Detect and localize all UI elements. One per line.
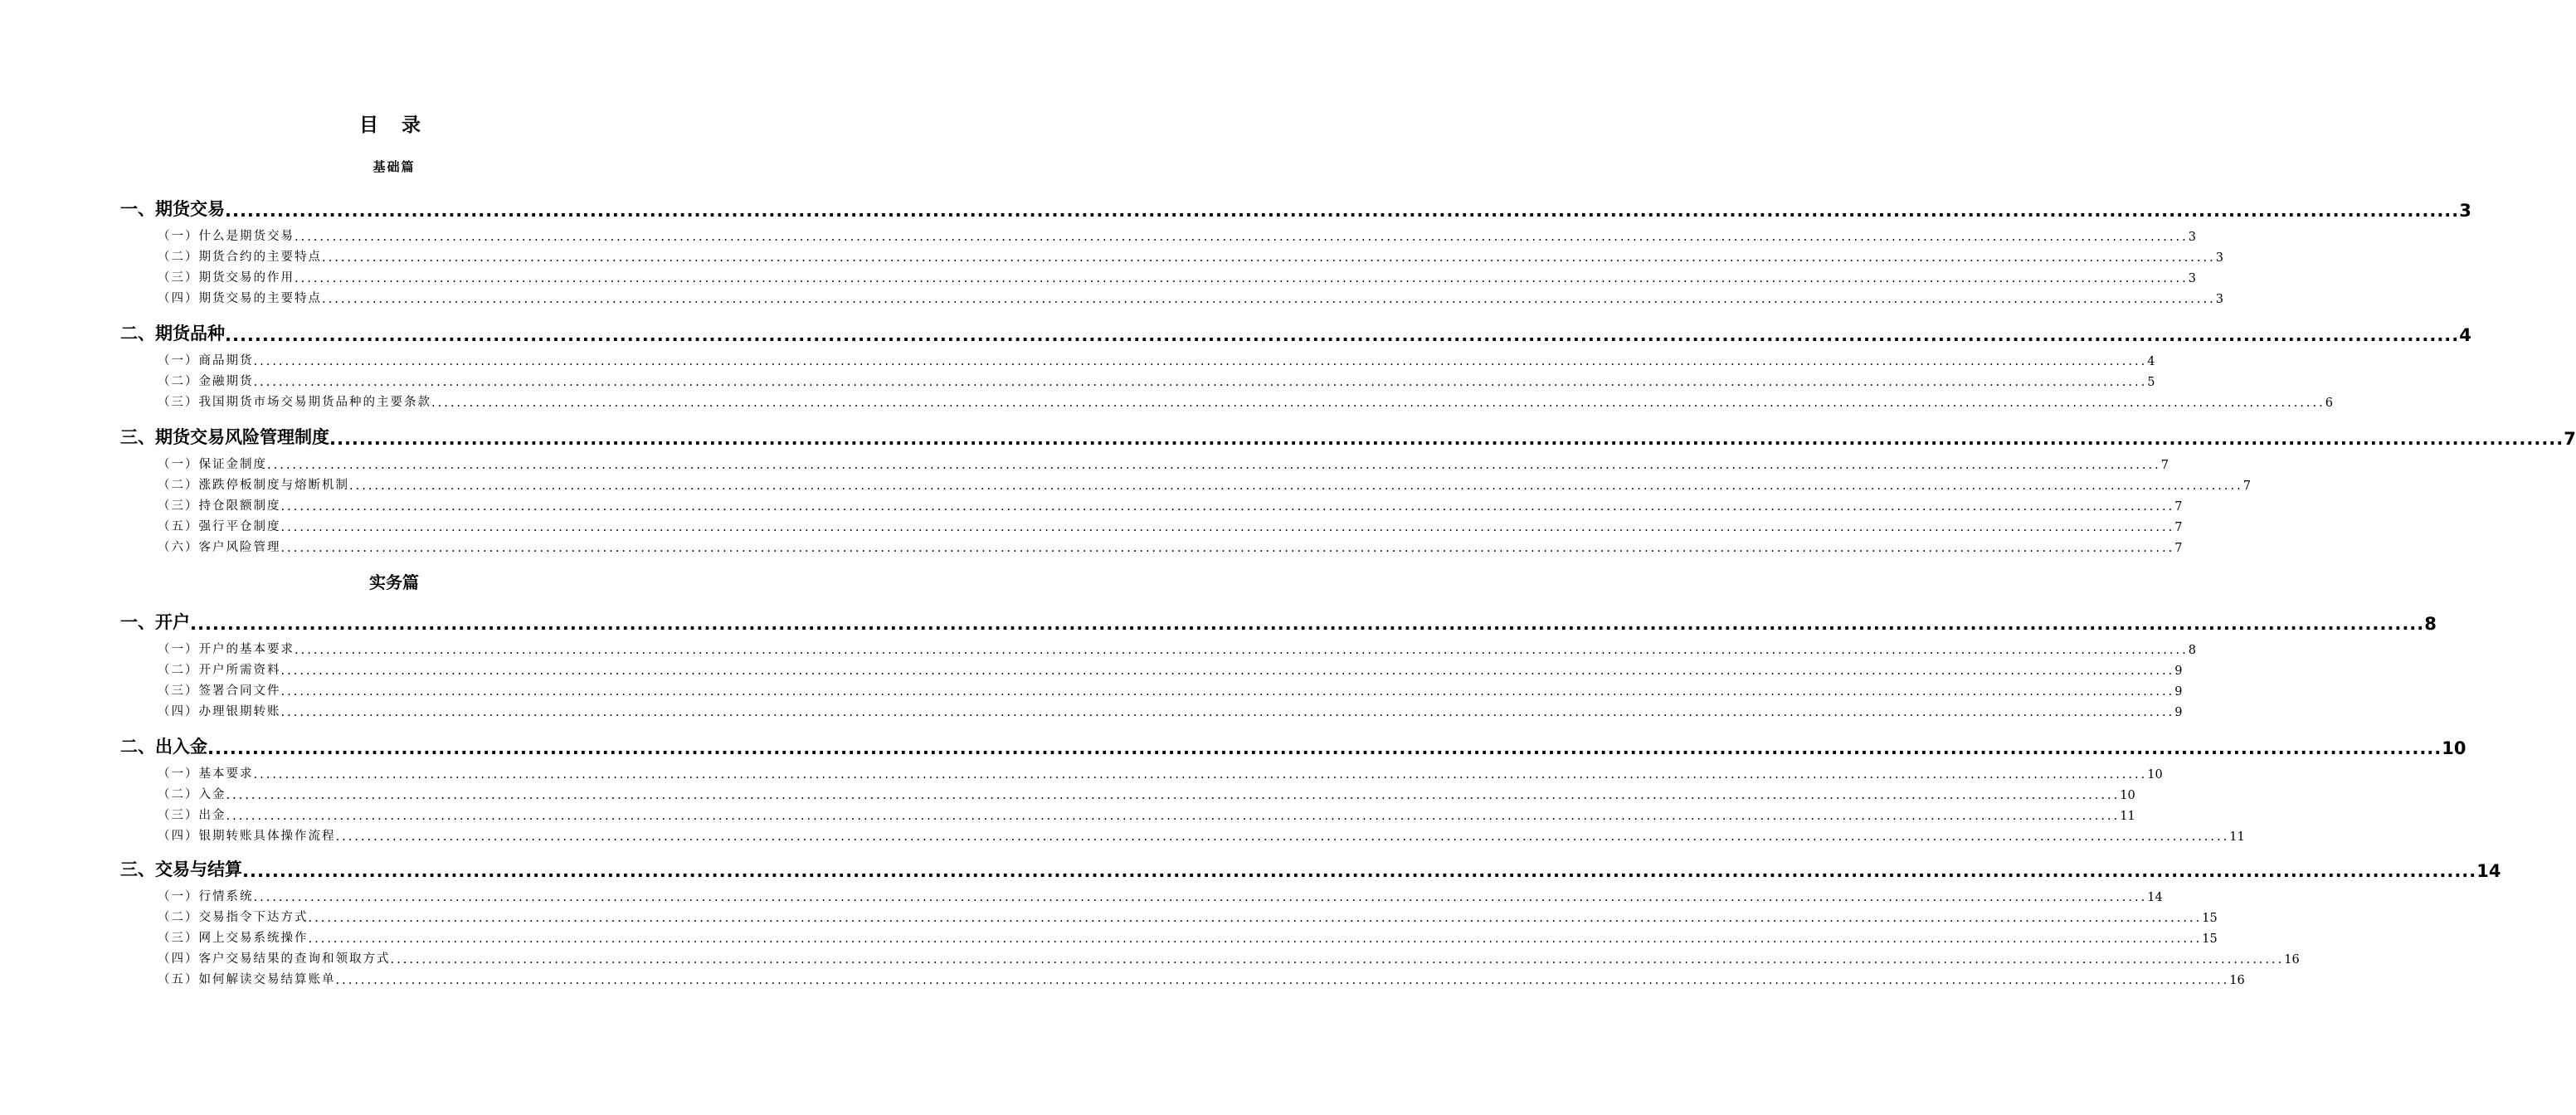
dot-leader: ............................................................................................................................................................................................................................................................................................................ <box>267 459 2161 472</box>
dot-leader: ............................................................................................................................................................................................................................................................................................................ <box>295 272 2189 285</box>
section-page-number: 9 <box>2174 685 2183 699</box>
dot-leader: ............................................................................................................................................................................................................................................................................................................ <box>280 665 2175 678</box>
toc-section-entry[interactable] <box>158 269 2196 285</box>
chapter-title: 三、交易与结算 <box>120 859 242 879</box>
section-page-number: 7 <box>2174 500 2183 514</box>
toc-section-entry[interactable] <box>158 908 2218 925</box>
section-title: （一）行情系统 <box>158 890 254 903</box>
section-title: （一）基本要求 <box>158 767 254 781</box>
toc-section-entry[interactable] <box>158 682 2183 699</box>
toc-section-entry[interactable] <box>158 806 2135 823</box>
part-title: 实务篇 <box>369 572 419 592</box>
dot-leader: ............................................................................................................................................................................................................................................................................................................ <box>280 500 2175 514</box>
section-title: （一）开户的基本要求 <box>158 643 295 656</box>
section-page-number: 16 <box>2229 974 2245 987</box>
dot-leader: ............................................................................................................................................................................................................................................................................................................ <box>322 251 2216 265</box>
toc-section-entry[interactable] <box>158 703 2183 719</box>
chapter-title: 一、开户 <box>120 612 190 632</box>
dot-leader: ............................................................................................................................................................................................................................................................................................................ <box>253 376 2148 389</box>
dot-leader: ............................................................................................................................................................................................................................................................................................................ <box>207 738 2442 758</box>
section-page-number: 3 <box>2215 293 2223 306</box>
toc-section-entry[interactable] <box>158 290 2223 306</box>
section-page-number: 9 <box>2174 665 2183 678</box>
chapter-page-number: 14 <box>2476 861 2501 881</box>
toc-section-entry[interactable] <box>158 352 2155 368</box>
toc-section-entry[interactable] <box>158 950 2300 966</box>
section-page-number: 7 <box>2160 459 2169 472</box>
section-title: （二）金融期货 <box>158 375 254 388</box>
section-title: （四）客户交易结果的查询和领取方式 <box>158 952 391 966</box>
chapter-page-number: 3 <box>2459 201 2471 221</box>
part-title: 基础篇 <box>373 159 416 174</box>
dot-leader: ............................................................................................................................................................................................................................................................................................................ <box>335 974 2230 987</box>
dot-leader: ............................................................................................................................................................................................................................................................................................................ <box>295 644 2189 657</box>
section-page-number: 3 <box>2188 231 2196 244</box>
section-page-number: 3 <box>2188 272 2196 285</box>
section-page-number: 7 <box>2242 480 2251 493</box>
dot-leader: ............................................................................................................................................................................................................................................................................................................ <box>329 429 2564 449</box>
toc-section-entry[interactable] <box>158 518 2183 534</box>
toc-section-entry[interactable] <box>158 372 2155 389</box>
section-title: （三）持仓限额制度 <box>158 499 281 513</box>
toc-section-entry[interactable] <box>158 640 2196 657</box>
section-page-number: 7 <box>2174 542 2183 555</box>
section-page-number: 16 <box>2284 953 2300 966</box>
toc-section-entry[interactable] <box>158 929 2218 946</box>
chapter-page-number: 4 <box>2459 325 2471 345</box>
section-title: （一）什么是期货交易 <box>158 230 295 243</box>
section-title: （一）保证金制度 <box>158 458 267 471</box>
toc-chapter-entry[interactable] <box>120 856 2501 881</box>
toc-section-entry[interactable] <box>158 393 2333 410</box>
dot-leader: ............................................................................................................................................................................................................................................................................................................ <box>280 542 2175 555</box>
section-title: （二）入金 <box>158 788 226 801</box>
dot-leader: ............................................................................................................................................................................................................................................................................................................ <box>349 480 2243 493</box>
section-title: （三）我国期货市场交易期货品种的主要条款 <box>158 396 431 409</box>
dot-leader: ............................................................................................................................................................................................................................................................................................................ <box>226 810 2121 823</box>
toc-section-entry[interactable] <box>158 455 2169 472</box>
dot-leader: ............................................................................................................................................................................................................................................................................................................ <box>308 932 2203 946</box>
toc-section-entry[interactable] <box>158 661 2183 678</box>
section-page-number: 15 <box>2202 912 2218 925</box>
section-title: （二）交易指令下达方式 <box>158 911 309 924</box>
section-title: （三）期货交易的作用 <box>158 271 295 285</box>
dot-leader: ............................................................................................................................................................................................................................................................................................................ <box>280 685 2175 699</box>
dot-leader: ............................................................................................................................................................................................................................................................................................................ <box>390 953 2285 966</box>
section-title: （三）签署合同文件 <box>158 684 281 698</box>
dot-leader: ............................................................................................................................................................................................................................................................................................................ <box>280 706 2175 719</box>
section-page-number: 8 <box>2188 644 2196 657</box>
section-page-number: 5 <box>2147 376 2155 389</box>
section-page-number: 7 <box>2174 521 2183 534</box>
section-page-number: 10 <box>2120 789 2135 802</box>
section-page-number: 3 <box>2215 251 2223 265</box>
section-title: （二）期货合约的主要特点 <box>158 251 322 264</box>
toc-section-entry[interactable] <box>158 827 2245 844</box>
section-title: （三）网上交易系统操作 <box>158 932 309 945</box>
dot-leader: ............................................................................................................................................................................................................................................................................................................ <box>225 201 2460 221</box>
dot-leader: ............................................................................................................................................................................................................................................................................................................ <box>190 614 2425 634</box>
dot-leader: ............................................................................................................................................................................................................................................................................................................ <box>253 891 2148 904</box>
section-page-number: 10 <box>2147 768 2163 781</box>
section-title: （三）出金 <box>158 809 226 822</box>
dot-leader: ............................................................................................................................................................................................................................................................................................................ <box>308 912 2203 925</box>
dot-leader: ............................................................................................................................................................................................................................................................................................................ <box>253 355 2148 368</box>
section-title: （四）银期转账具体操作流程 <box>158 830 336 843</box>
dot-leader: ............................................................................................................................................................................................................................................................................................................ <box>226 789 2121 802</box>
toc-chapter-entry[interactable] <box>120 733 2466 758</box>
toc-section-entry[interactable] <box>158 765 2163 781</box>
toc-section-entry[interactable] <box>158 538 2183 555</box>
toc-chapter-entry[interactable] <box>120 609 2437 634</box>
section-title: （一）商品期货 <box>158 354 254 368</box>
section-page-number: 6 <box>2325 397 2333 410</box>
toc-section-entry[interactable] <box>158 248 2223 265</box>
dot-leader: ............................................................................................................................................................................................................................................................................................................ <box>431 397 2325 410</box>
section-title: （六）客户风险管理 <box>158 541 281 554</box>
chapter-title: 二、期货品种 <box>120 324 225 343</box>
dot-leader: ............................................................................................................................................................................................................................................................................................................ <box>242 861 2477 881</box>
dot-leader: ............................................................................................................................................................................................................................................................................................................ <box>322 293 2216 306</box>
dot-leader: ............................................................................................................................................................................................................................................................................................................ <box>225 325 2460 345</box>
section-title: （五）强行平仓制度 <box>158 520 281 533</box>
toc-chapter-entry[interactable] <box>120 424 2576 449</box>
toc-section-entry[interactable] <box>158 476 2251 493</box>
section-title: （二）开户所需资料 <box>158 664 281 677</box>
section-page-number: 15 <box>2202 932 2218 946</box>
dot-leader: ............................................................................................................................................................................................................................................................................................................ <box>335 830 2230 844</box>
section-title: （四）办理银期转账 <box>158 705 281 718</box>
section-page-number: 9 <box>2174 706 2183 719</box>
toc-section-entry[interactable] <box>158 497 2183 514</box>
chapter-title: 三、期货交易风险管理制度 <box>120 427 329 447</box>
section-title: （四）期货交易的主要特点 <box>158 292 322 305</box>
page-title: 目 录 <box>358 114 429 136</box>
chapter-title: 一、期货交易 <box>120 199 225 219</box>
dot-leader: ............................................................................................................................................................................................................................................................................................................ <box>295 231 2189 244</box>
section-page-number: 4 <box>2147 355 2155 368</box>
section-page-number: 14 <box>2147 891 2163 904</box>
chapter-title: 二、出入金 <box>120 737 207 757</box>
toc-section-entry[interactable] <box>158 786 2135 802</box>
toc-chapter-entry[interactable] <box>120 196 2471 221</box>
chapter-page-number: 7 <box>2564 429 2576 449</box>
chapter-page-number: 8 <box>2424 614 2437 634</box>
dot-leader: ............................................................................................................................................................................................................................................................................................................ <box>253 768 2148 781</box>
toc-section-entry[interactable] <box>158 888 2163 904</box>
section-page-number: 11 <box>2120 810 2135 823</box>
dot-leader: ............................................................................................................................................................................................................................................................................................................ <box>280 521 2175 534</box>
chapter-page-number: 10 <box>2442 738 2466 758</box>
toc-section-entry[interactable] <box>158 971 2245 987</box>
section-page-number: 11 <box>2229 830 2245 844</box>
section-title: （五）如何解读交易结算账单 <box>158 973 336 986</box>
toc-chapter-entry[interactable] <box>120 320 2471 345</box>
toc-section-entry[interactable] <box>158 227 2196 244</box>
section-title: （二）涨跌停板制度与熔断机制 <box>158 479 349 492</box>
